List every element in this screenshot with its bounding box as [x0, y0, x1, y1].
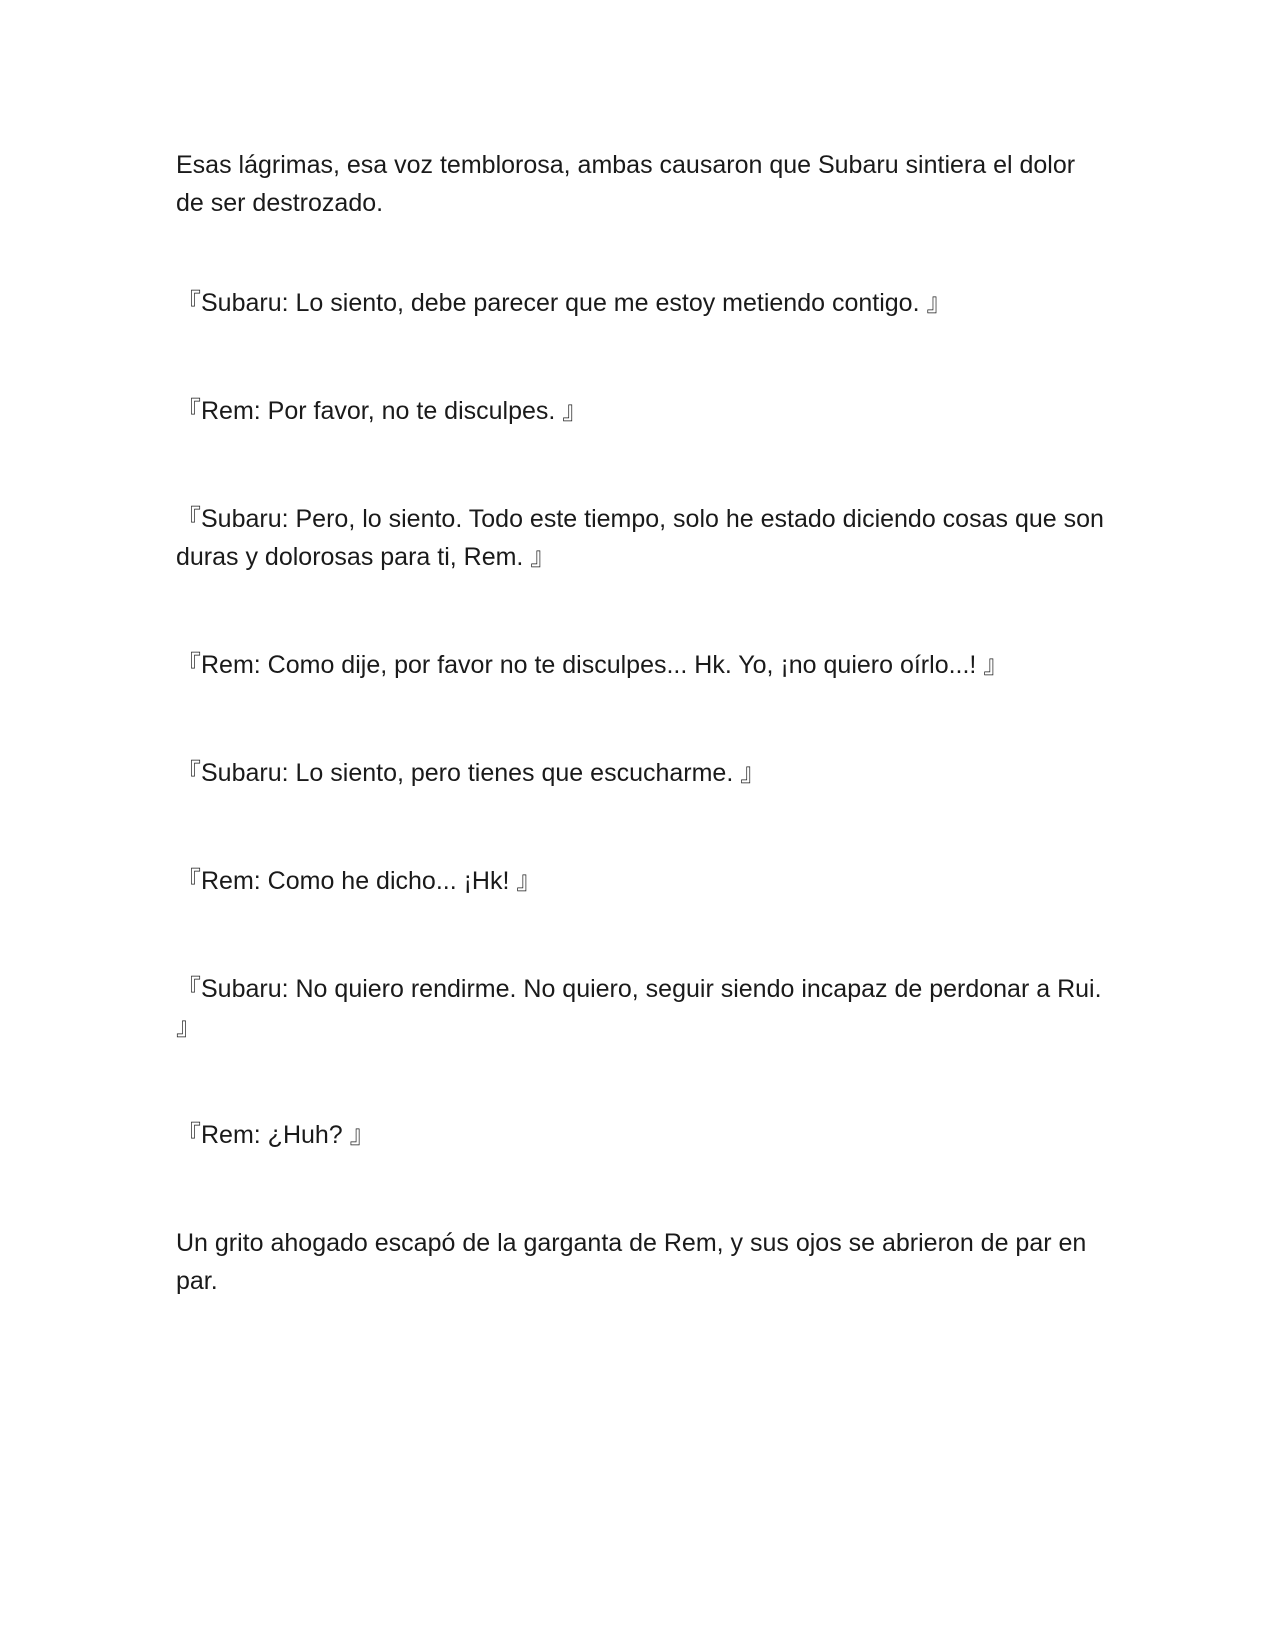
dialogue-line-rem: 『Rem: Como dije, por favor no te disculpes... Hk. Yo, ¡no quiero oírlo...! 』	[176, 651, 1009, 679]
dialogue-line-subaru: 『Subaru: Lo siento, pero tienes que escucharme. 』	[176, 759, 766, 787]
dialogue-line-subaru: 『Subaru: No quiero rendirme. No quiero, seguir siendo incapaz de perdonar a Rui. 』	[176, 975, 1109, 1041]
dialogue-line-rem: 『Rem: Por favor, no te disculpes. 』	[176, 397, 588, 425]
dialogue-line-rem: 『Rem: ¿Huh? 』	[176, 1121, 375, 1149]
dialogue-line-subaru: 『Subaru: Pero, lo siento. Todo este tiempo, solo he estado diciendo cosas que son duras y dolorosas para ti, Rem. 』	[176, 505, 1111, 571]
dialogue-line-subaru: 『Subaru: Lo siento, debe parecer que me estoy metiendo contigo. 』	[176, 289, 952, 317]
dialogue-line-rem: 『Rem: Como he dicho... ¡Hk! 』	[176, 867, 542, 895]
narration-paragraph: Un grito ahogado escapó de la garganta de Rem, y sus ojos se abrieron de par en par.	[176, 1229, 1094, 1295]
narration-paragraph: Esas lágrimas, esa voz temblorosa, ambas causaron que Subaru sintiera el dolor de ser destrozado.	[176, 151, 1083, 217]
